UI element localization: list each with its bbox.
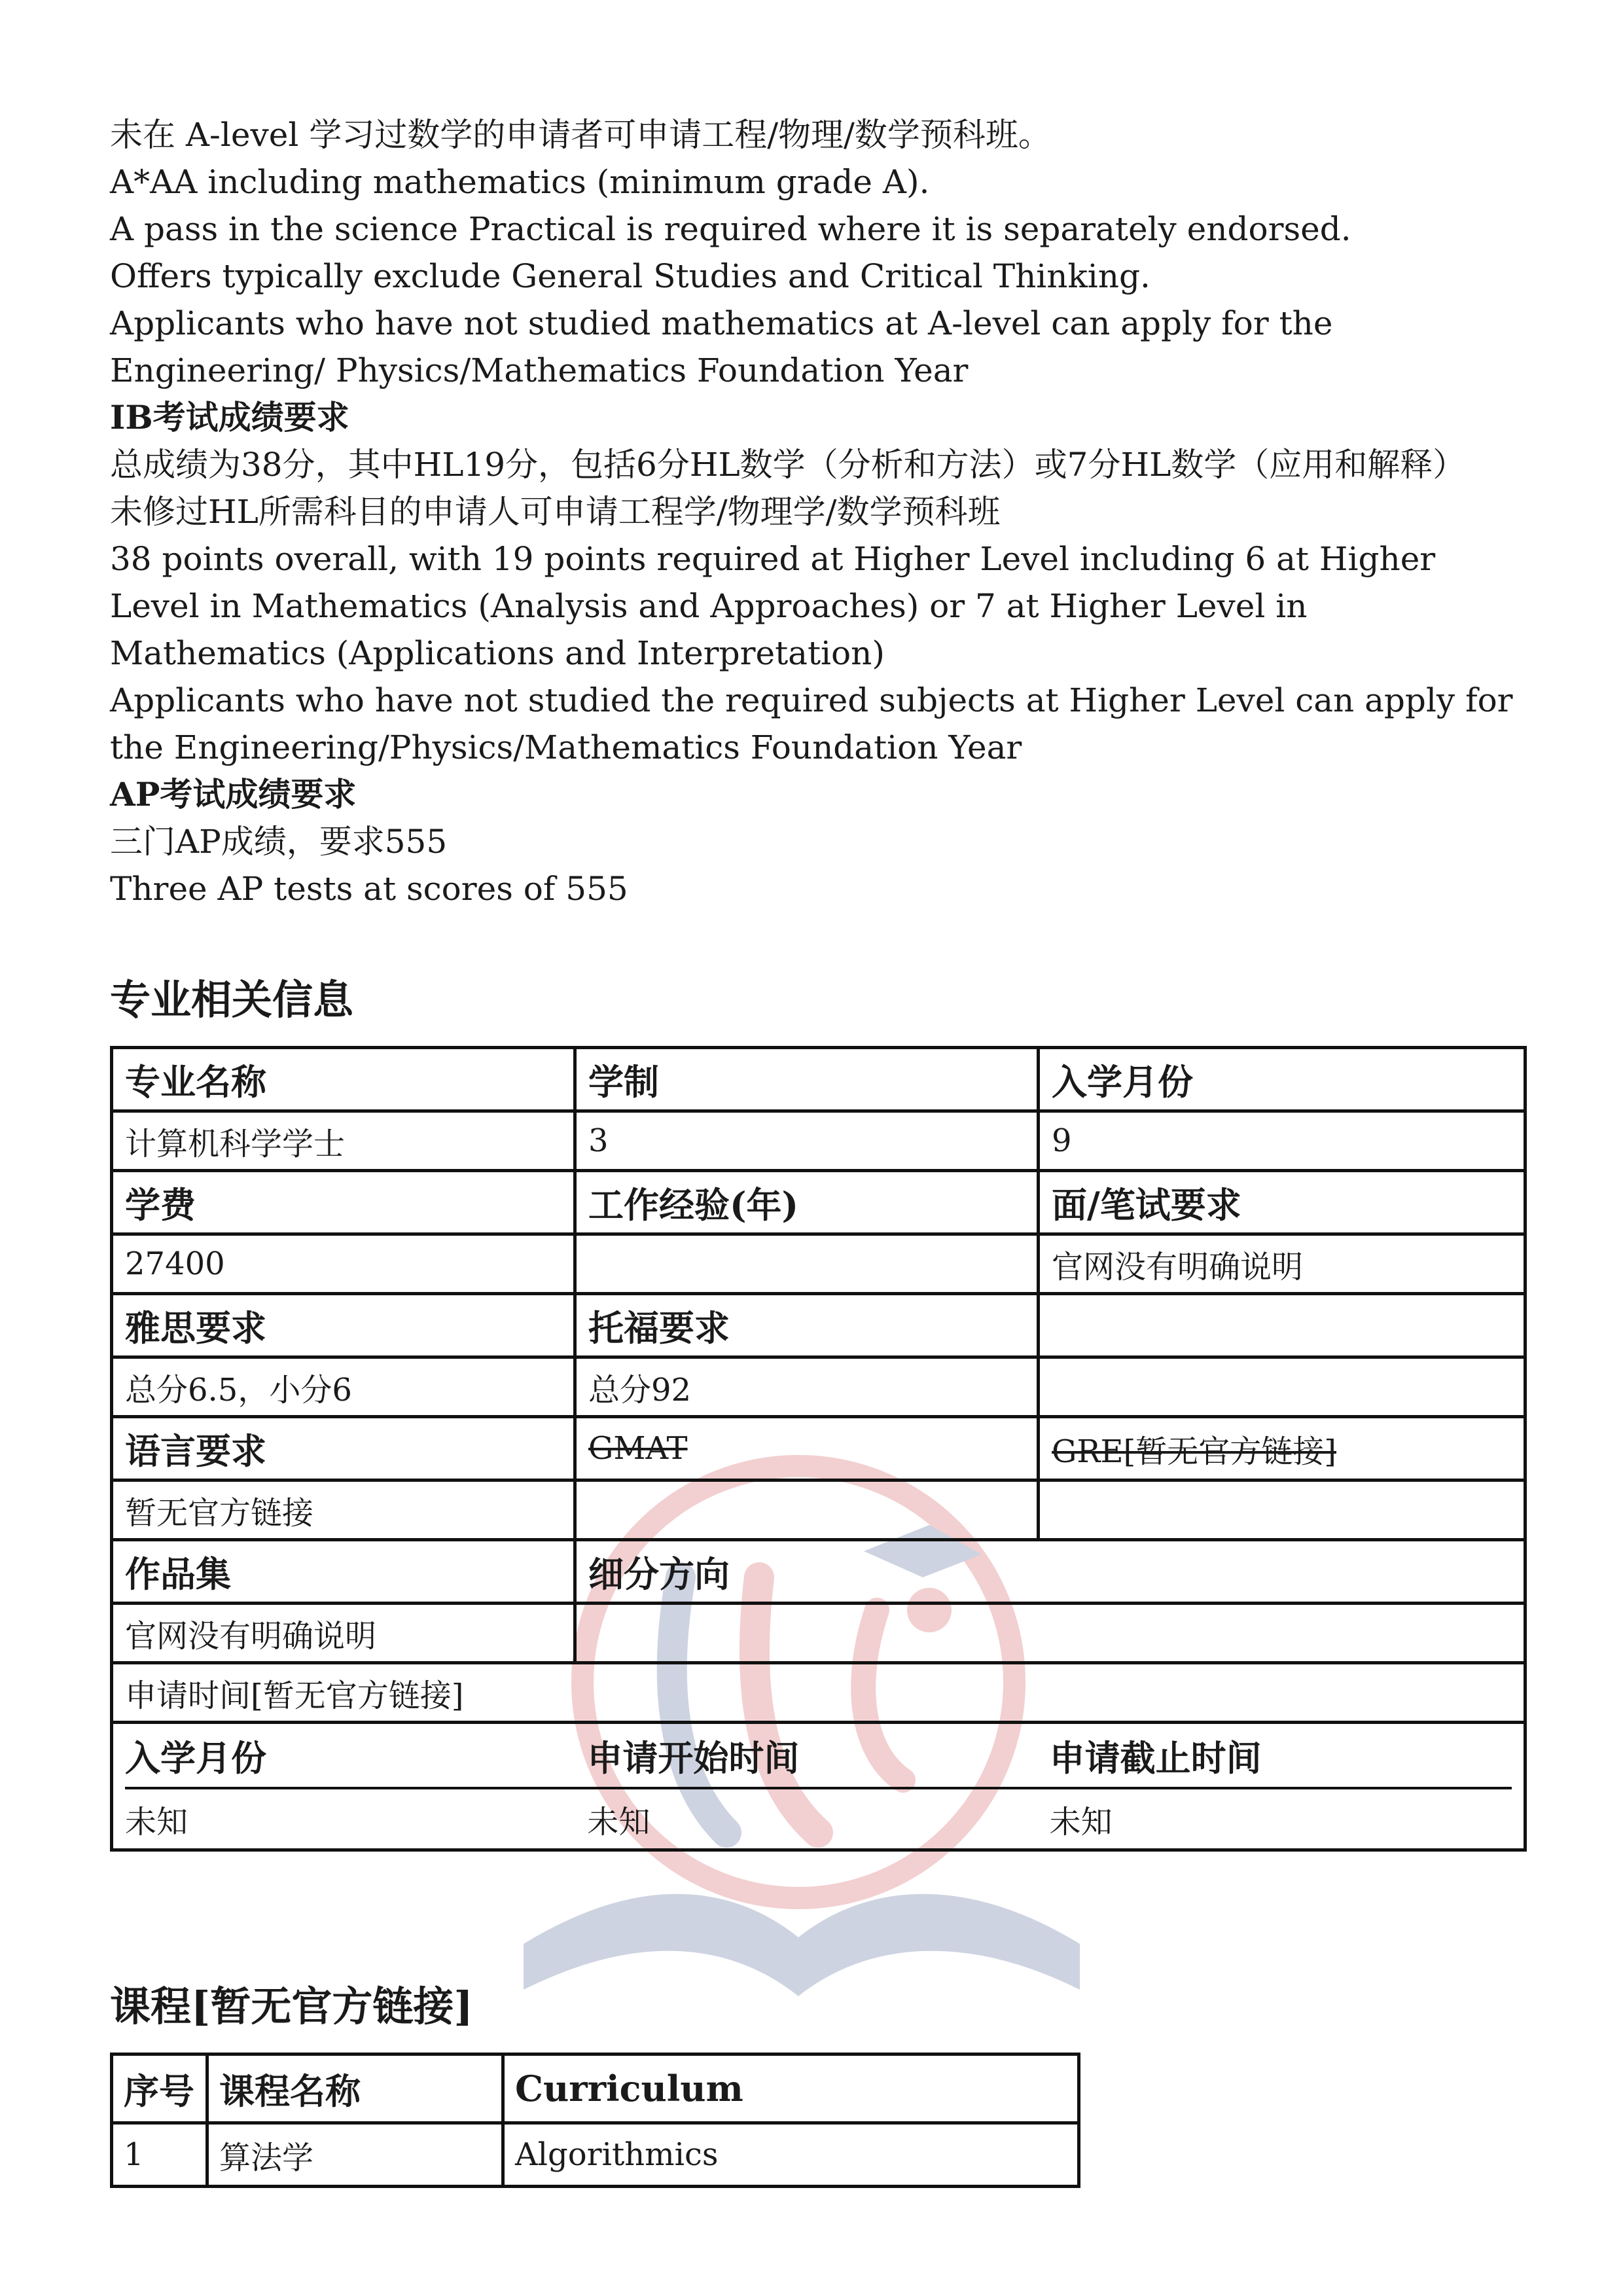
empty-cell — [1039, 1294, 1525, 1357]
header-app-deadline: 申请截止时间 — [1049, 1736, 1262, 1779]
header-program-name: 专业名称 — [112, 1048, 575, 1111]
table-row — [112, 1723, 1525, 1850]
program-name: 计算机科学学士 — [112, 1111, 575, 1171]
header-gre — [1039, 1417, 1525, 1480]
course-curriculum: Algorithmics — [503, 2123, 1079, 2187]
courses-title: 课程[暂无官方链接] — [110, 1982, 473, 2030]
alevel-requirement: A*AA including mathematics (minimum grade A). — [110, 163, 930, 201]
header-curriculum: Curriculum — [503, 2054, 1079, 2123]
work-experience — [575, 1234, 1039, 1294]
program-info-table — [110, 1046, 1527, 1852]
header-no: 序号 — [112, 2054, 207, 2123]
table-row — [112, 1048, 1525, 1111]
ib-cn-foundation: 未修过HL所需科目的申请人可申请工程学/物理学/数学预科班 — [110, 493, 1001, 531]
direction — [575, 1604, 1525, 1663]
interview-requirement: 官网没有明确说明 — [1039, 1234, 1525, 1294]
header-portfolio: 作品集 — [112, 1540, 575, 1604]
tuition: 27400 — [112, 1234, 575, 1294]
intake: 9 — [1039, 1111, 1525, 1171]
ib-en-requirement: 38 points overall, with 19 points required at Higher Level including 6 at Higher Level in Mathematics (Analysis and Approaches) or 7 at Higher Level in Mathematics (Applications and Interpretation) — [110, 540, 1436, 672]
alevel-cn-note: 未在 A-level 学习过数学的申请者可申请工程/物理/数学预科班。 — [110, 116, 1051, 154]
gre-value — [1039, 1480, 1525, 1540]
program-info-title: 专业相关信息 — [110, 976, 354, 1024]
app-start: 未知 — [587, 1803, 651, 1840]
header-toefl: 托福要求 — [575, 1294, 1039, 1357]
ielts-requirement: 总分6.5，小分6 — [112, 1357, 575, 1417]
header-direction: 细分方向 — [575, 1540, 1525, 1604]
ib-cn-requirement: 总成绩为38分，其中HL19分，包括6分HL数学（分析和方法）或7分HL数学（应用和解释） — [110, 446, 1466, 484]
course-no: 1 — [112, 2123, 207, 2187]
table-row — [112, 1234, 1525, 1294]
table-row — [112, 1171, 1525, 1234]
application-dates — [112, 1723, 1525, 1850]
header-app-intake: 入学月份 — [125, 1736, 266, 1779]
table-row — [112, 1540, 1525, 1604]
toefl-requirement: 总分92 — [575, 1357, 1039, 1417]
header-course-name: 课程名称 — [207, 2054, 503, 2123]
table-row — [112, 1417, 1525, 1480]
course-name: 算法学 — [207, 2123, 503, 2187]
gre-label: GRE[暂无官方链接] — [1052, 1433, 1336, 1470]
ib-heading: IB考试成绩要求 — [110, 398, 349, 437]
gmat-label: GMAT — [588, 1430, 688, 1467]
application-dates-values — [125, 1789, 1512, 1848]
ap-heading: AP考试成绩要求 — [110, 775, 357, 814]
table-row — [112, 1663, 1525, 1723]
gmat-value — [575, 1480, 1039, 1540]
alevel-foundation-note: Applicants who have not studied mathematics at A-level can apply for the Engineering/ Physics/Mathematics Foundation Year — [110, 304, 1333, 389]
table-row — [112, 2054, 1079, 2123]
alevel-practical: A pass in the science Practical is required where it is separately endorsed. — [110, 210, 1351, 248]
app-intake: 未知 — [125, 1803, 188, 1840]
header-intake: 入学月份 — [1039, 1048, 1525, 1111]
table-row — [112, 1294, 1525, 1357]
duration: 3 — [575, 1111, 1039, 1171]
header-app-start: 申请开始时间 — [587, 1736, 800, 1779]
empty-cell — [1039, 1357, 1525, 1417]
language-requirement: 暂无官方链接 — [112, 1480, 575, 1540]
header-tuition: 学费 — [112, 1171, 575, 1234]
alevel-exclusions: Offers typically exclude General Studies and Critical Thinking. — [110, 257, 1150, 295]
table-row — [112, 2123, 1079, 2187]
ap-cn-requirement: 三门AP成绩，要求555 — [110, 823, 448, 861]
header-interview: 面/笔试要求 — [1039, 1171, 1525, 1234]
table-row — [112, 1111, 1525, 1171]
table-row — [112, 1604, 1525, 1663]
header-ielts: 雅思要求 — [112, 1294, 575, 1357]
header-work-experience: 工作经验(年) — [575, 1171, 1039, 1234]
ib-en-foundation: Applicants who have not studied the required subjects at Higher Level can apply for the Engineering/Physics/Mathematics Foundation Year — [110, 681, 1513, 766]
admission-requirements — [110, 111, 1524, 912]
portfolio: 官网没有明确说明 — [112, 1604, 575, 1663]
app-deadline: 未知 — [1049, 1803, 1113, 1840]
application-time-label: 申请时间[暂无官方链接] — [112, 1663, 1525, 1723]
header-duration: 学制 — [575, 1048, 1039, 1111]
application-dates-header — [125, 1724, 1512, 1789]
table-row — [112, 1480, 1525, 1540]
table-row — [112, 1357, 1525, 1417]
courses-table — [110, 2053, 1080, 2188]
ap-en-requirement: Three AP tests at scores of 555 — [110, 870, 628, 908]
header-gmat — [575, 1417, 1039, 1480]
header-language: 语言要求 — [112, 1417, 575, 1480]
